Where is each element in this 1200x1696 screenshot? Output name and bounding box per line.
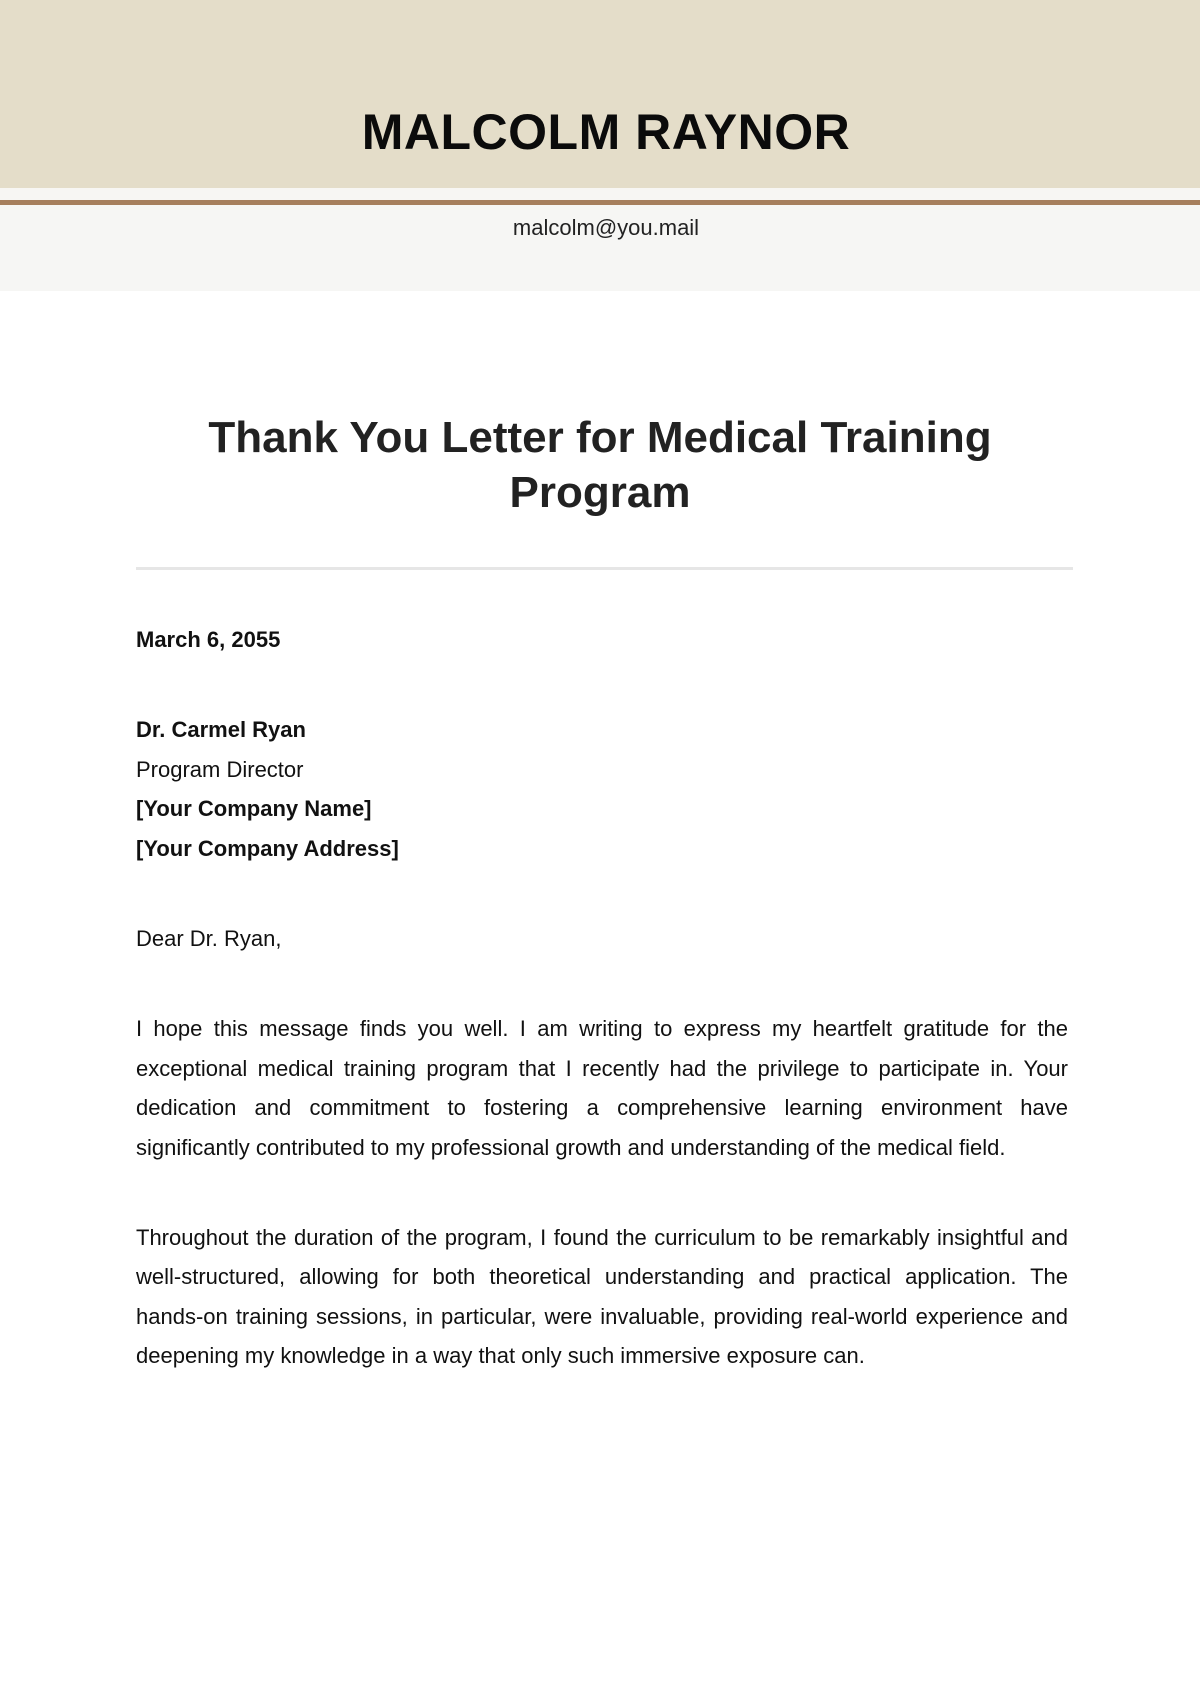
sender-name: MALCOLM RAYNOR — [361, 104, 851, 160]
body-paragraph: Throughout the duration of the program, I found the curriculum to be remarkably insightful and well-structured, allowing for both theoretical understanding and practical application. The hands-on training sessions, in particular, were invaluable, providing real-world experience and deepening my knowledge in a way that only such immersive exposure can. — [136, 1225, 1068, 1369]
recipient-address: [Your Company Address] — [136, 835, 399, 861]
header-gap — [0, 188, 1200, 200]
title-divider — [136, 567, 1073, 570]
recipient-company: [Your Company Name] — [136, 796, 372, 822]
letter-title: Thank You Letter for Medical Training Program — [208, 413, 992, 517]
salutation: Dear Dr. Ryan, — [136, 926, 282, 952]
sender-email: malcolm@you.mail — [512, 215, 700, 240]
letter-body — [136, 620, 1068, 1376]
recipient-position: Program Director — [136, 756, 304, 782]
recipient-block — [136, 710, 1068, 868]
recipient-name: Dr. Carmel Ryan — [136, 717, 306, 743]
body-paragraph: I hope this message finds you well. I am writing to express my heartfelt gratitude for the exceptional medical training program that I recently had the privilege to participate in. Your dedication and commitment to fostering a comprehensive learning environment have significantly contributed to my professional growth and understanding of the medical field. — [136, 1016, 1068, 1160]
letter-date: March 6, 2055 — [136, 627, 281, 652]
